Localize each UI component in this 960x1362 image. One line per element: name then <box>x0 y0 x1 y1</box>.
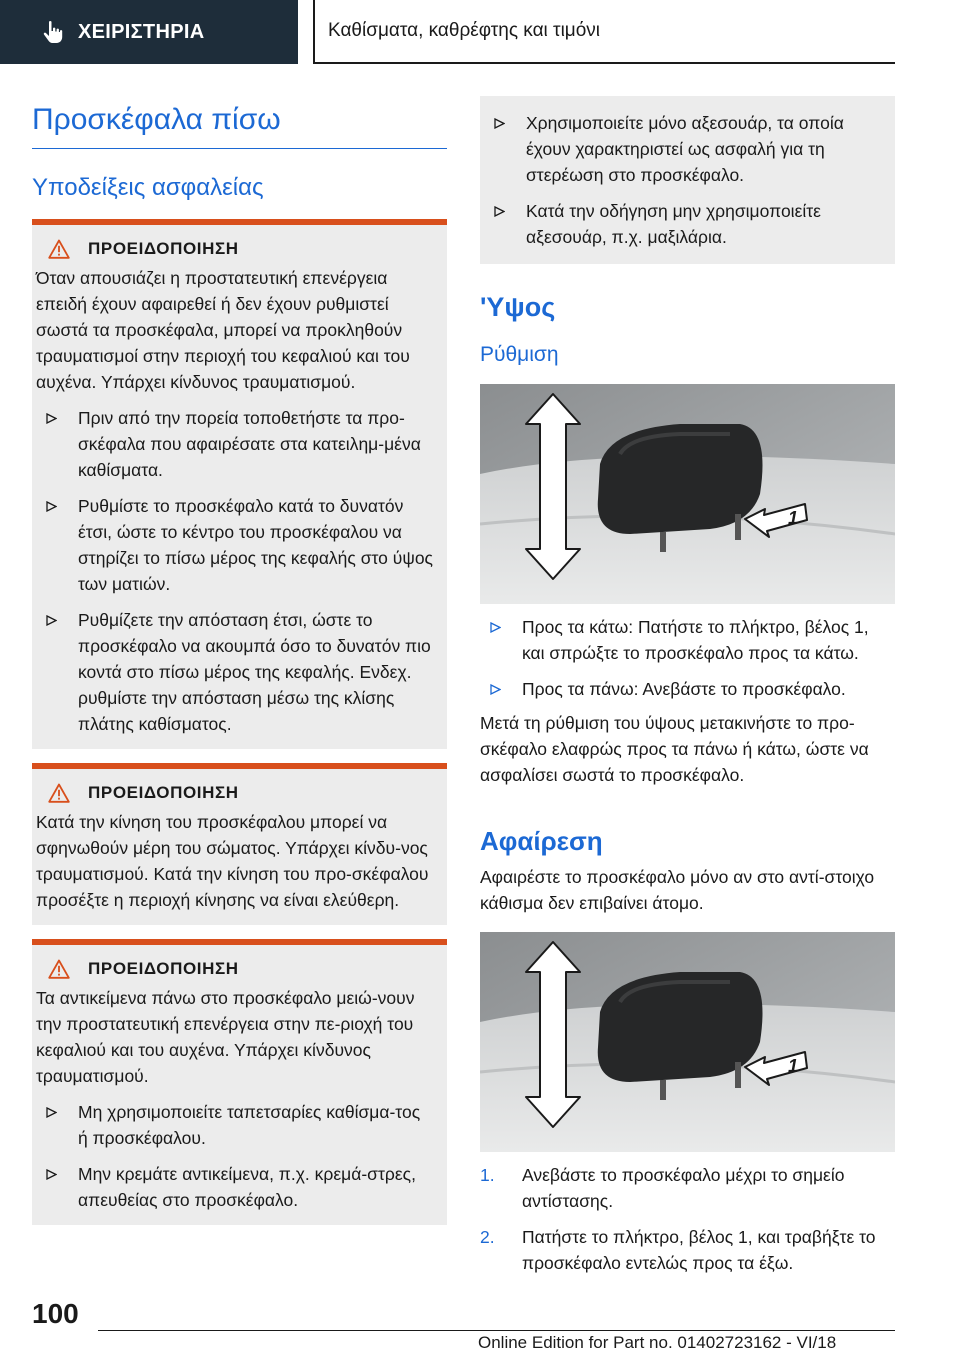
list-item: Κατά την οδήγηση μην χρησιμοποιείτε αξεσουάρ, π.χ. μαξιλάρια. <box>484 198 881 250</box>
edition-text: Online Edition for Part no. 01402723162 - VI/18 <box>478 1333 837 1352</box>
list-item: Μη χρησιμοποιείτε ταπετσαρίες καθίσμα-τος ή προσκέφαλου. <box>36 1099 433 1151</box>
list-item: Μην κρεμάτε αντικείμενα, π.χ. κρεμά-στρες, απευθείας στο προσκέφαλο. <box>36 1161 433 1213</box>
section-header <box>313 0 895 64</box>
warning-triangle-icon <box>48 239 70 259</box>
warning-box-2 <box>32 763 447 925</box>
figure-label: 1 <box>788 508 799 528</box>
safety-subtitle: Υποδείξεις ασφαλείας <box>32 174 264 201</box>
warning-text: Κατά την κίνηση του προσκέφαλου μπορεί να σφηνωθούν μέρη του σώματος. Υπάρχει κίνδυ-νος τραυματισμού. Κατά την κίνηση του προ-σκέφαλου προσέξτε η περιοχή κίνησης να είναι ελεύθερη. <box>36 812 429 910</box>
left-column <box>32 98 447 1225</box>
bullet-triangle-icon <box>490 622 501 633</box>
headrest-adjust-figure <box>480 384 895 604</box>
warning-text: Όταν απουσιάζει η προστατευτική επενέργεια επειδή έχουν αφαιρεθεί ή δεν έχουν ρυθμιστεί σωστά τα προσκέφαλα, μπορεί να προκληθούν τραυματισμοί στην περιοχή του κεφαλιού και του αυχένα. Υπάρχει κίνδυνος τραυματισμού. <box>36 268 410 392</box>
bullet-triangle-icon <box>46 1107 57 1118</box>
warning-header <box>36 959 433 979</box>
headrest-removal-figure <box>480 932 895 1152</box>
list-item: Χρησιμοποιείτε μόνο αξεσουάρ, τα οποία έχουν χαρακτηριστεί ως ασφαλή για τη στερέωση στο προσκέφαλο. <box>484 110 881 188</box>
warning-bullet-list <box>36 1099 433 1213</box>
warning-bullet-list <box>484 110 881 250</box>
chapter-tab[interactable] <box>0 0 298 64</box>
bullet-triangle-icon <box>46 615 57 626</box>
bullet-triangle-icon <box>46 501 57 512</box>
removal-steps-list <box>480 1162 895 1276</box>
warning-box-1 <box>32 219 447 749</box>
adjust-heading: Ρύθμιση <box>480 343 559 366</box>
warning-triangle-icon <box>48 959 70 979</box>
bullet-triangle-icon <box>494 206 505 217</box>
list-item: 2. Πατήστε το πλήκτρο, βέλος 1, και τραβήξτε το προσκέφαλο εντελώς προς τα έξω. <box>480 1227 876 1273</box>
adjust-text: Μετά τη ρύθμιση του ύψους μετακινήστε το προ-σκέφαλο ελαφρώς προς τα πάνω ή κάτω, ώστε να ασφαλίσει σωστά το προσκέφαλο. <box>480 713 869 785</box>
chapter-tab-label: ΧΕΙΡΙΣΤΗΡΙΑ <box>78 20 205 43</box>
warning-box-3-continued <box>480 96 895 264</box>
right-column <box>480 96 895 1276</box>
bullet-triangle-icon <box>46 413 57 424</box>
warning-header <box>36 239 433 259</box>
removal-text: Αφαιρέστε το προσκέφαλο μόνο αν στο αντί-στοιχο κάθισμα δεν επιβαίνει άτομο. <box>480 867 875 913</box>
list-item: Ρυθμίστε το προσκέφαλο κατά το δυνατόν έτσι, ώστε το κέντρο του προσκέφαλου να στηρίζει το πίσω μέρος της κεφαλής στο ύψος των ματιών. <box>36 493 433 597</box>
bullet-triangle-icon <box>46 1169 57 1180</box>
page-title: Προσκέφαλα πίσω <box>32 98 447 149</box>
warning-bullet-list <box>36 405 433 737</box>
list-item: Προς τα πάνω: Ανεβάστε το προσκέφαλο. <box>480 676 895 702</box>
list-item: Προς τα κάτω: Πατήστε το πλήκτρο, βέλος 1, και σπρώξτε το προσκέφαλο προς τα κάτω. <box>480 614 895 666</box>
adjust-bullet-list <box>480 614 895 702</box>
warning-heading: ΠΡΟΕΙΔΟΠΟΙΗΣΗ <box>88 239 239 258</box>
warning-text: Τα αντικείμενα πάνω στο προσκέφαλο μειώ-νουν την προστατευτική επενέργεια στην πε-ριοχή του κεφαλιού και του αυχένα. Υπάρχει κίνδυνος τραυματισμού. <box>36 988 415 1086</box>
bullet-triangle-icon <box>490 684 501 695</box>
footer-divider <box>98 1330 895 1331</box>
hand-pointer-icon <box>40 19 66 45</box>
list-item: Πριν από την πορεία τοποθετήστε τα προ-σκέφαλα που αφαιρέσατε στα κατειλημ-μένα καθίσματα. <box>36 405 433 483</box>
list-item: 1. Ανεβάστε το προσκέφαλο μέχρι το σημείο αντίστασης. <box>480 1165 845 1211</box>
warning-box-3 <box>32 939 447 1225</box>
warning-heading: ΠΡΟΕΙΔΟΠΟΙΗΣΗ <box>88 783 239 802</box>
section-label: Καθίσματα, καθρέφτης και τιμόνι <box>328 20 601 41</box>
warning-header <box>36 783 433 803</box>
warning-heading: ΠΡΟΕΙΔΟΠΟΙΗΣΗ <box>88 959 239 978</box>
warning-triangle-icon <box>48 783 70 803</box>
removal-heading: Αφαίρεση <box>480 826 603 856</box>
bullet-triangle-icon <box>494 118 505 129</box>
list-item: Ρυθμίζετε την απόσταση έτσι, ώστε το προσκέφαλο να ακουμπά όσο το δυνατόν πιο κοντά στο πίσω μέρος της κεφαλής. Ενδεχ. ρυθμίστε την απόσταση μέσω της κλίσης πλάτης καθίσματος. <box>36 607 433 737</box>
height-heading: 'Υψος <box>480 292 556 322</box>
page-number: 100 <box>32 1298 79 1329</box>
figure-label: 1 <box>788 1056 799 1076</box>
